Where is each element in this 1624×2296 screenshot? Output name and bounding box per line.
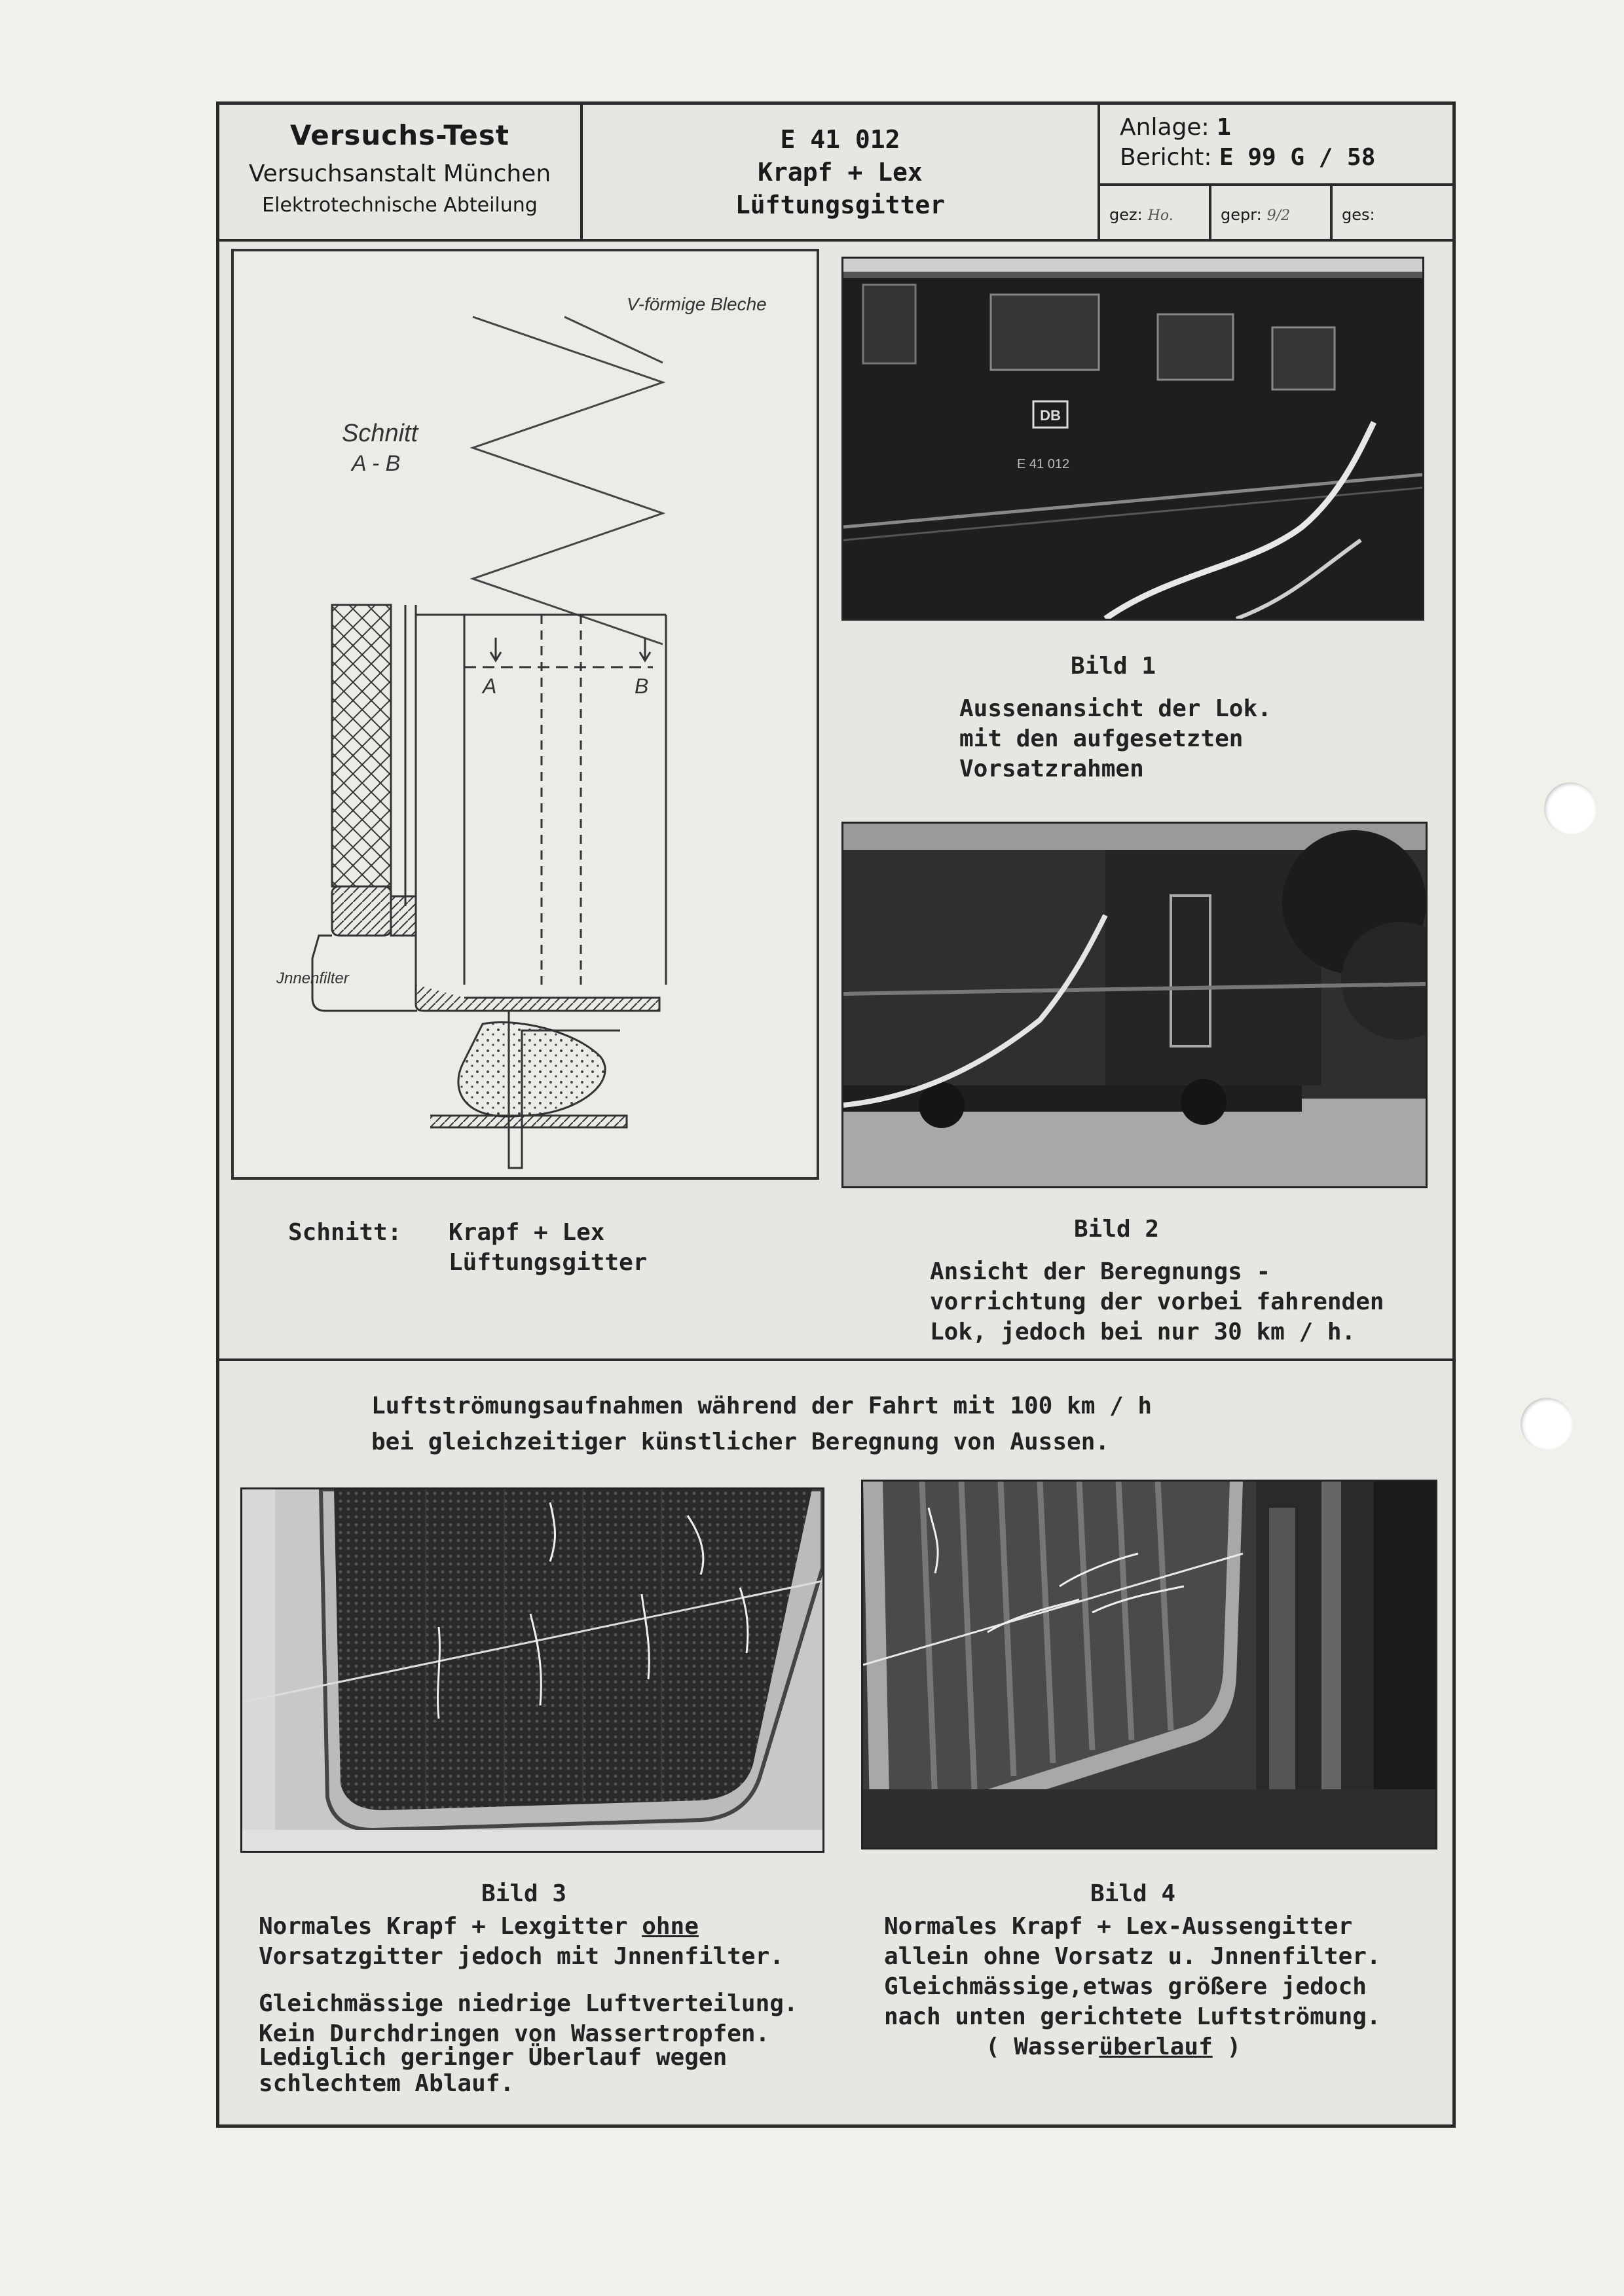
bild2-line3: Lok, jedoch bei nur 30 km / h. — [930, 1319, 1356, 1345]
bild4-line5: ( Wasserüberlauf ) — [986, 2033, 1242, 2060]
grille-closeup-illustration-3 — [242, 1489, 822, 1851]
label-b: B — [635, 674, 649, 698]
bild3-line1: Normales Krapf + Lexgitter ohne — [259, 1913, 699, 1940]
drawing-caption-label: Schnitt: — [288, 1219, 402, 1246]
intro-line2: bei gleichzeitiger künstlicher Beregnung von Aussen. — [371, 1429, 1110, 1455]
drawing-caption-line2: Lüftungsgitter — [449, 1249, 648, 1276]
header-block — [219, 105, 1452, 242]
gepr-label: gepr: — [1221, 206, 1262, 224]
department-name: Elektrotechnische Abteilung — [262, 194, 538, 217]
label-v-bleche: V-förmige Bleche — [627, 294, 767, 314]
doc-title: Versuchs-Test — [290, 119, 509, 151]
db-plate-text: DB — [1040, 407, 1061, 424]
bild2-line2: vorrichtung der vorbei fahrenden — [930, 1288, 1384, 1315]
bild4-line2: allein ohne Vorsatz u. Jnnenfilter. — [884, 1943, 1381, 1970]
grille-closeup-illustration-4 — [863, 1482, 1435, 1848]
bild2-line1: Ansicht der Beregnungs - — [930, 1258, 1271, 1285]
bild4-line1: Normales Krapf + Lex-Aussengitter — [884, 1913, 1353, 1940]
gez-cell — [1100, 186, 1211, 242]
label-schnitt: Schnitt — [342, 420, 418, 447]
report-sheet — [216, 101, 1456, 2128]
bild3-title: Bild 3 — [481, 1880, 567, 1907]
bild2-title: Bild 2 — [1074, 1216, 1160, 1243]
gez-initials: Ho. — [1147, 208, 1173, 224]
bericht-value: E 99 G / 58 — [1219, 144, 1376, 171]
photo-bild-4 — [861, 1480, 1437, 1850]
signature-row — [1100, 183, 1454, 242]
ges-cell — [1333, 186, 1454, 242]
subject-line2: Lüftungsgitter — [735, 191, 946, 219]
bild1-line2: mit den aufgesetzten — [959, 725, 1244, 752]
punch-hole-bottom — [1521, 1398, 1573, 1450]
anlage-label: Anlage: — [1120, 114, 1209, 141]
gepr-cell — [1211, 186, 1333, 242]
photo-bild-3 — [240, 1487, 824, 1853]
ges-label: ges: — [1342, 206, 1375, 224]
report-meta-cell — [1100, 105, 1454, 239]
intro-line1: Luftströmungsaufnahmen während der Fahrt mit 100 km / h — [371, 1393, 1153, 1419]
institute-cell — [219, 105, 583, 239]
bericht-label: Bericht: — [1120, 144, 1212, 171]
section-divider — [219, 1358, 1452, 1361]
drawing-svg — [234, 251, 817, 1177]
bild3-line4: Kein Durchdringen von Wassertropfen. — [259, 2020, 770, 2047]
loco-number: E 41 012 — [780, 125, 900, 154]
bild1-line1: Aussenansicht der Lok. — [959, 695, 1272, 722]
loco-plate-number: E 41 012 — [1017, 457, 1070, 471]
gepr-initials: 9/2 — [1266, 208, 1291, 224]
subject-cell — [583, 105, 1100, 239]
drawing-caption-line1: Krapf + Lex — [449, 1219, 605, 1246]
bild4-line3: Gleichmässige,etwas größere jedoch — [884, 1973, 1367, 2000]
bild3-line3: Gleichmässige niedrige Luftverteilung. — [259, 1990, 798, 2017]
bild1-title: Bild 1 — [1071, 653, 1156, 680]
punch-hole-top — [1544, 782, 1596, 835]
locomotive-exterior-illustration — [843, 259, 1422, 619]
label-a-b: A - B — [352, 451, 401, 476]
bild1-line3: Vorsatzrahmen — [959, 756, 1144, 782]
anlage-block — [1120, 113, 1375, 173]
v-blades — [473, 317, 663, 644]
bild4-line4: nach unten gerichtete Luftströmung. — [884, 2003, 1381, 2030]
bild4-title: Bild 4 — [1090, 1880, 1176, 1907]
bild3-line2: Vorsatzgitter jedoch mit Jnnenfilter. — [259, 1943, 784, 1970]
institute-name: Versuchsanstalt München — [248, 160, 551, 187]
label-innenfilter: Jnnenfilter — [276, 970, 349, 987]
gez-label: gez: — [1109, 206, 1143, 224]
photo-bild-2 — [841, 822, 1428, 1188]
bild3-line6: schlechtem Ablauf. — [259, 2070, 515, 2097]
section-drawing — [231, 249, 819, 1180]
passing-locomotive-illustration — [843, 824, 1426, 1186]
subject-line1: Krapf + Lex — [758, 158, 923, 187]
label-a: A — [483, 674, 497, 698]
photo-bild-1 — [841, 257, 1424, 621]
anlage-value: 1 — [1217, 114, 1231, 141]
bild3-line5: Lediglich geringer Überlauf wegen — [259, 2044, 728, 2071]
